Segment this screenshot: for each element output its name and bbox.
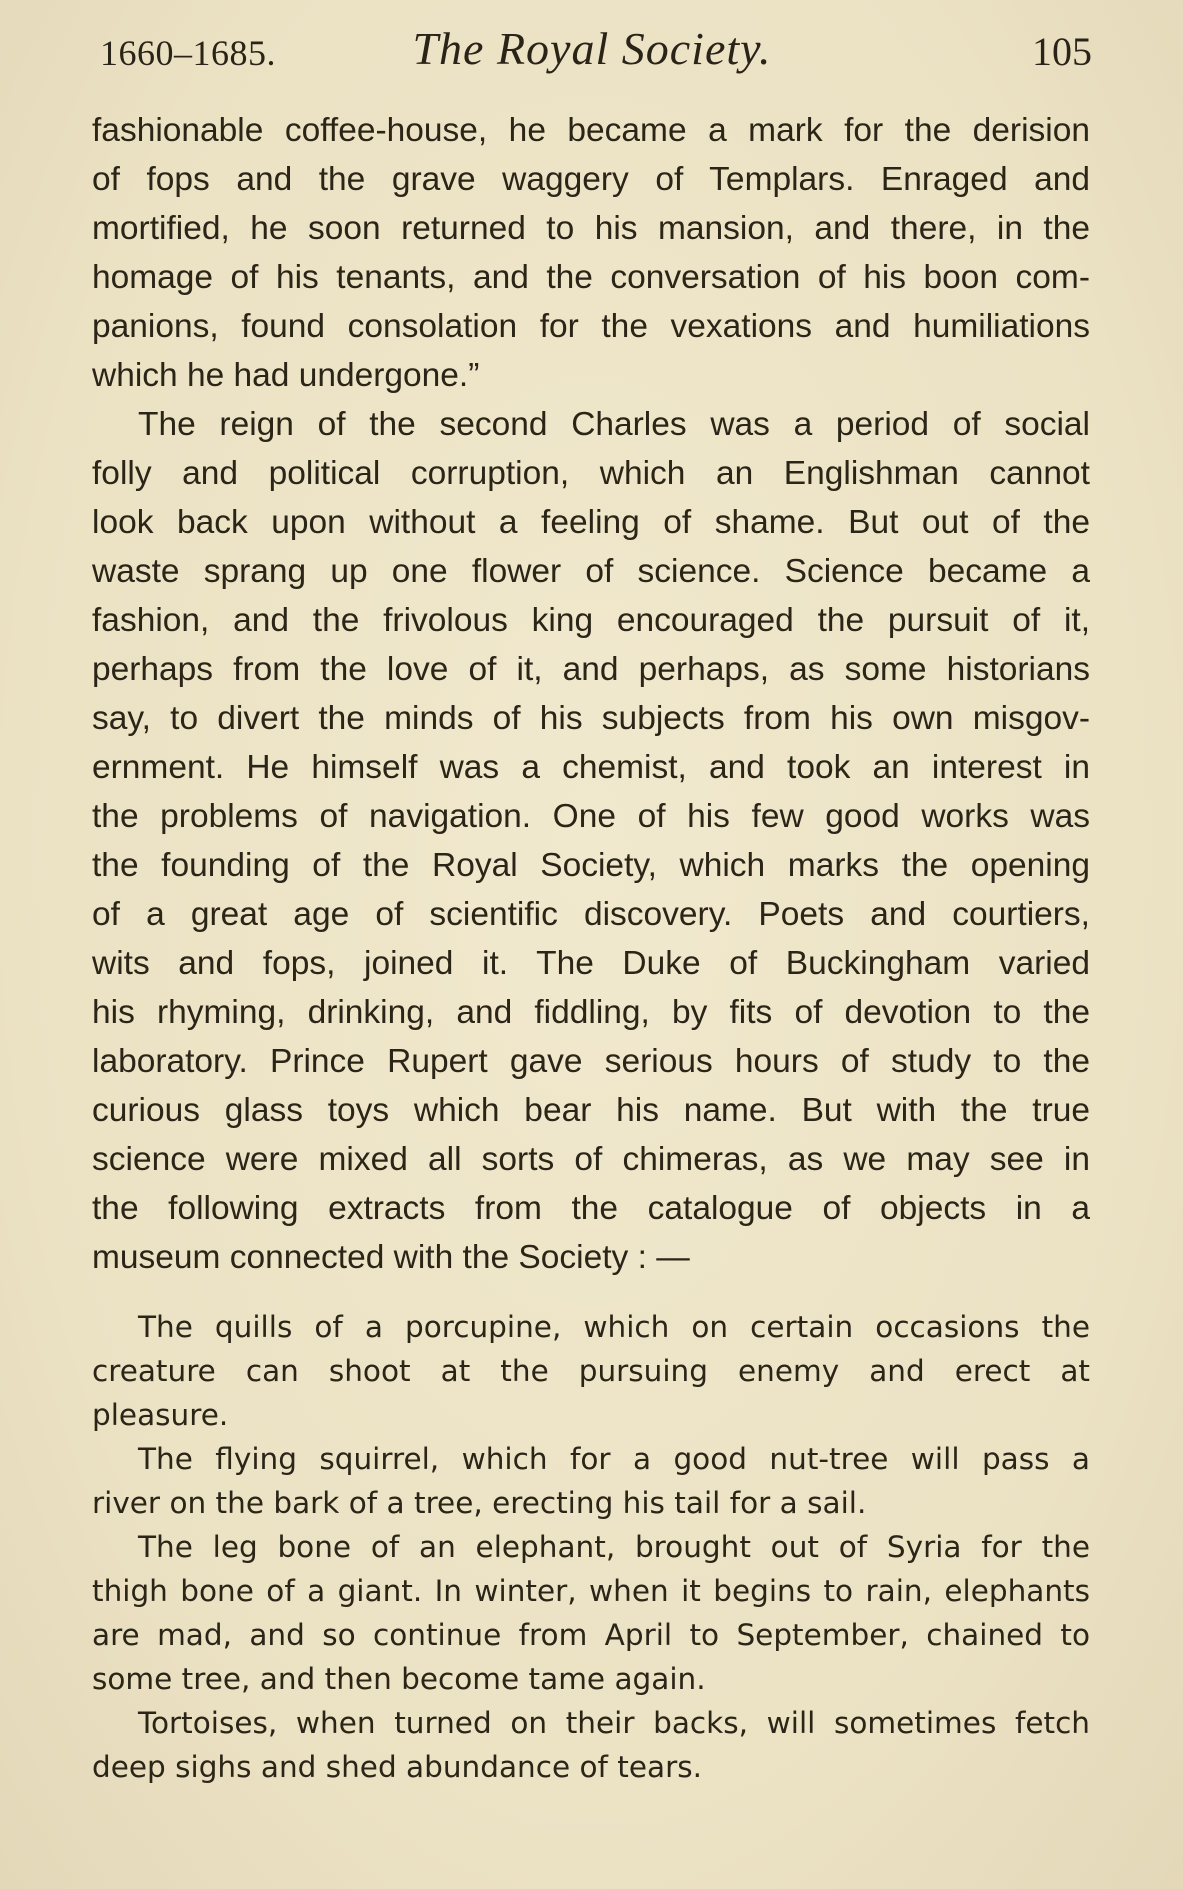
text-line: which he had undergone.” [92,357,480,394]
text-line: Tortoises, when turned on their backs, will sometimes fetch [138,1706,1090,1740]
text-line: fashion, and the frivolous king encouraged the pursuit of it, [92,602,1090,639]
text-line: panions, found consolation for the vexations and humiliations [92,308,1090,345]
paragraph-1 [92,106,1090,400]
text-line: of a great age of scientific discovery. Poets and courtiers, [92,896,1090,933]
running-head-years: 1660–1685. [100,33,276,73]
text-line: folly and political corruption, which an Englishman cannot [92,455,1090,492]
text-line: The flying squirrel, which for a good nut-tree will pass a [138,1442,1090,1476]
text-line: homage of his tenants, and the conversation of his boon com- [92,259,1090,296]
text-line: The reign of the second Charles was a period of social [138,406,1090,443]
text-line: some tree, and then become tame again. [92,1662,706,1696]
page-number: 105 [1032,29,1092,74]
text-line: fashionable coffee-house, he became a mark for the derision [92,112,1090,149]
text-line: the problems of navigation. One of his few good works was [92,798,1090,835]
text-line: of fops and the grave waggery of Templars. Enraged and [92,161,1090,198]
extract-flying-squirrel [92,1437,1090,1525]
paragraph-2 [92,400,1090,1282]
extract-elephant [92,1525,1090,1701]
extract-porcupine [92,1305,1090,1437]
catalogue-extracts [92,1305,1090,1789]
text-line: deep sighs and shed abundance of tears. [92,1750,702,1784]
text-line: look back upon without a feeling of shame. But out of the [92,504,1090,541]
text-line: are mad, and so continue from April to September, chained to [92,1618,1090,1652]
text-line: perhaps from the love of it, and perhaps, as some historians [92,651,1090,688]
text-line: thigh bone of a giant. In winter, when it begins to rain, elephants [92,1574,1090,1608]
text-line: science were mixed all sorts of chimeras, as we may see in [92,1141,1090,1178]
text-line: The leg bone of an elephant, brought out of Syria for the [138,1530,1090,1564]
text-line: laboratory. Prince Rupert gave serious hours of study to the [92,1043,1090,1080]
text-line: museum connected with the Society : — [92,1239,690,1276]
text-line: river on the bark of a tree, erecting his tail for a sail. [92,1486,867,1520]
text-line: wits and fops, joined it. The Duke of Buckingham varied [92,945,1090,982]
text-line: waste sprang up one flower of science. Science became a [92,553,1090,590]
text-line: pleasure. [92,1398,229,1432]
extract-tortoises [92,1701,1090,1789]
body-text [92,106,1090,1282]
text-line: the founding of the Royal Society, which marks the opening [92,847,1090,884]
text-line: The quills of a porcupine, which on certain occasions the [138,1310,1090,1344]
running-head [92,18,1092,88]
text-line: say, to divert the minds of his subjects from his own misgov- [92,700,1090,737]
running-head-title: The Royal Society. [412,23,772,74]
text-line: mortified, he soon returned to his mansion, and there, in the [92,210,1090,247]
text-line: his rhyming, drinking, and fiddling, by fits of devotion to the [92,994,1090,1031]
text-line: creature can shoot at the pursuing enemy and erect at [92,1354,1090,1388]
text-line: ernment. He himself was a chemist, and took an interest in [92,749,1090,786]
text-line: curious glass toys which bear his name. But with the true [92,1092,1090,1129]
text-line: the following extracts from the catalogue of objects in a [92,1190,1090,1227]
